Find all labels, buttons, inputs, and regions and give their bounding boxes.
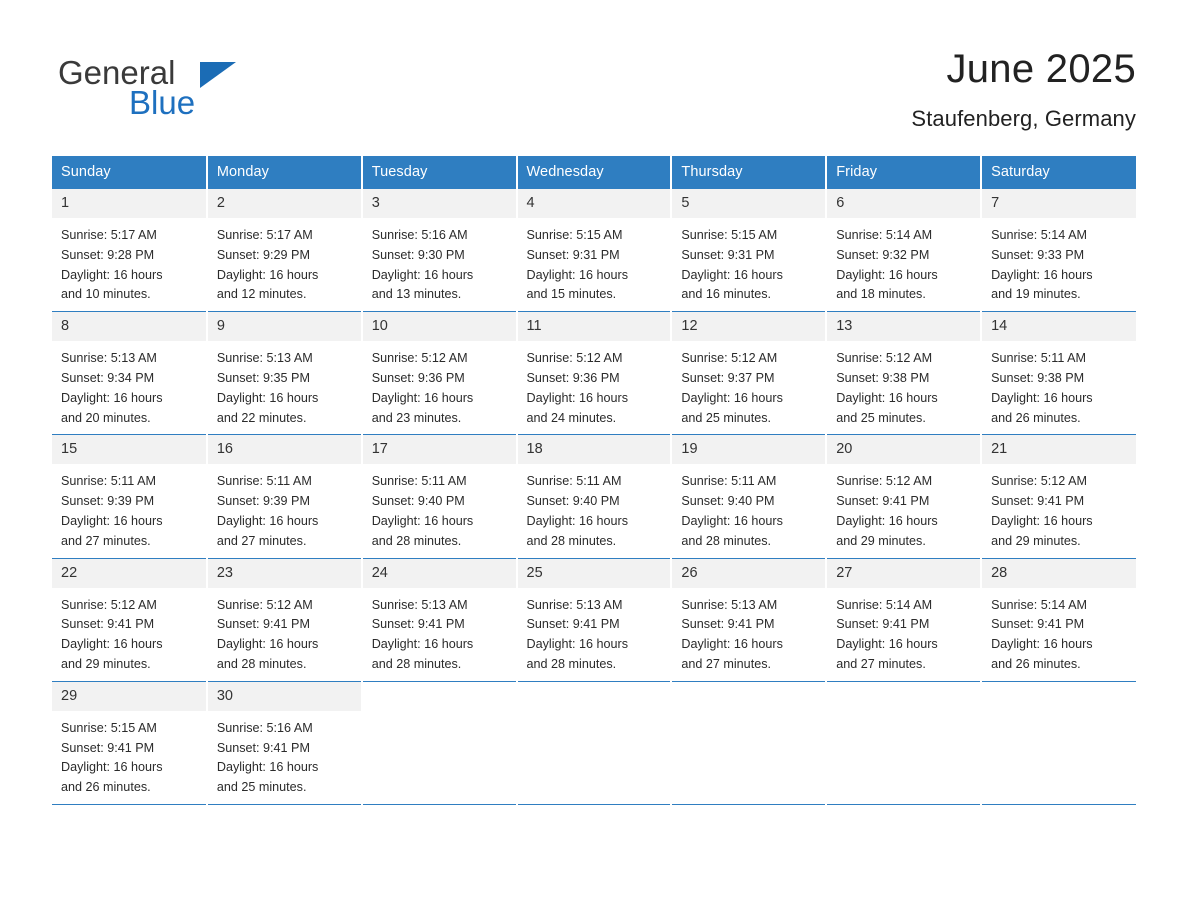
- day-details: [982, 464, 1136, 557]
- daylight-text-line2: and 12 minutes.: [216, 287, 307, 302]
- day-number: 5: [672, 189, 825, 218]
- day-cell[interactable]: [52, 312, 207, 435]
- daylight-text-line1: Daylight: 16 hours: [991, 513, 1093, 528]
- calendar-week-row: [52, 435, 1136, 558]
- day-details: [208, 588, 361, 681]
- sunset-text: Sunset: 9:40 PM: [371, 494, 465, 509]
- sunset-text: Sunset: 9:31 PM: [681, 247, 775, 262]
- daylight-text-line2: and 20 minutes.: [61, 410, 151, 425]
- daylight-text-line1: Daylight: 16 hours: [216, 390, 319, 405]
- day-number: 25: [518, 559, 671, 588]
- day-cell[interactable]: [517, 189, 672, 312]
- day-number: 2: [208, 189, 361, 218]
- day-number: 19: [672, 435, 825, 464]
- sunrise-text: Sunrise: 5:13 AM: [371, 597, 468, 612]
- day-number: [982, 682, 1136, 710]
- sunset-text: Sunset: 9:41 PM: [681, 617, 775, 632]
- location-subtitle: Staufenberg, Germany: [911, 106, 1136, 131]
- daylight-text-line1: Daylight: 16 hours: [371, 637, 474, 652]
- daylight-text-line1: Daylight: 16 hours: [526, 267, 629, 282]
- daylight-text-line1: Daylight: 16 hours: [836, 637, 938, 652]
- sunrise-text: Sunrise: 5:12 AM: [836, 351, 933, 366]
- daylight-text-line1: Daylight: 16 hours: [681, 390, 783, 405]
- day-cell[interactable]: [362, 189, 517, 312]
- sunrise-text: Sunrise: 5:14 AM: [836, 597, 933, 612]
- page-header: [0, 0, 1188, 132]
- sunrise-text: Sunrise: 5:11 AM: [371, 474, 467, 489]
- daylight-text-line2: and 25 minutes.: [681, 410, 771, 425]
- day-cell[interactable]: [207, 189, 362, 312]
- sunrise-text: Sunrise: 5:17 AM: [61, 228, 157, 242]
- daylight-text-line1: Daylight: 16 hours: [991, 267, 1093, 282]
- day-cell[interactable]: [826, 558, 981, 681]
- sunrise-text: Sunrise: 5:12 AM: [371, 351, 468, 366]
- weekday-header-sunday: Sunday: [52, 156, 207, 189]
- daylight-text-line2: and 28 minutes.: [371, 533, 462, 548]
- day-details: [827, 464, 980, 557]
- weekday-header-tuesday: Tuesday: [362, 156, 517, 189]
- sunset-text: Sunset: 9:36 PM: [526, 370, 620, 385]
- day-number: 26: [672, 559, 825, 588]
- day-details: [518, 218, 671, 311]
- daylight-text-line2: and 27 minutes.: [61, 533, 151, 548]
- calendar-week-row: [52, 312, 1136, 435]
- daylight-text-line2: and 23 minutes.: [371, 410, 462, 425]
- daylight-text-line2: and 28 minutes.: [526, 656, 617, 671]
- day-cell[interactable]: [826, 189, 981, 312]
- day-details: [982, 218, 1136, 311]
- day-details: [208, 218, 361, 311]
- weekday-header-thursday: Thursday: [671, 156, 826, 189]
- day-number: 17: [363, 435, 516, 464]
- sunset-text: Sunset: 9:40 PM: [681, 494, 775, 509]
- sunset-text: Sunset: 9:39 PM: [216, 494, 310, 509]
- sunset-text: Sunset: 9:41 PM: [991, 494, 1085, 509]
- day-details: [208, 341, 361, 434]
- sunset-text: Sunset: 9:41 PM: [216, 740, 310, 755]
- day-number: 3: [363, 189, 516, 218]
- daylight-text-line2: and 28 minutes.: [371, 656, 462, 671]
- daylight-text-line1: Daylight: 16 hours: [836, 267, 938, 282]
- daylight-text-line1: Daylight: 16 hours: [991, 637, 1093, 652]
- daylight-text-line1: Daylight: 16 hours: [836, 390, 938, 405]
- day-cell[interactable]: [362, 435, 517, 558]
- day-details: [672, 464, 825, 557]
- day-cell[interactable]: [207, 558, 362, 681]
- sunset-text: Sunset: 9:41 PM: [61, 617, 155, 632]
- day-cell[interactable]: [671, 312, 826, 435]
- day-details: [827, 218, 980, 311]
- day-cell[interactable]: [207, 312, 362, 435]
- day-cell[interactable]: [52, 558, 207, 681]
- day-details: [518, 588, 671, 681]
- sunrise-text: Sunrise: 5:11 AM: [681, 474, 777, 489]
- day-cell[interactable]: [981, 312, 1136, 435]
- sunrise-text: Sunrise: 5:14 AM: [836, 228, 933, 242]
- day-number: 20: [827, 435, 980, 464]
- sunset-text: Sunset: 9:30 PM: [371, 247, 465, 262]
- daylight-text-line2: and 28 minutes.: [526, 533, 617, 548]
- sunrise-text: Sunrise: 5:11 AM: [991, 351, 1087, 366]
- day-cell[interactable]: [826, 435, 981, 558]
- sunset-text: Sunset: 9:37 PM: [681, 370, 775, 385]
- day-cell[interactable]: [362, 312, 517, 435]
- day-details: [827, 588, 980, 681]
- day-details: [208, 711, 361, 804]
- daylight-text-line1: Daylight: 16 hours: [216, 637, 319, 652]
- day-number: 30: [208, 682, 361, 711]
- daylight-text-line1: Daylight: 16 hours: [216, 760, 319, 775]
- daylight-text-line1: Daylight: 16 hours: [526, 637, 629, 652]
- daylight-text-line2: and 22 minutes.: [216, 410, 307, 425]
- day-number: 22: [52, 559, 206, 588]
- daylight-text-line2: and 29 minutes.: [836, 533, 926, 548]
- day-details: [52, 464, 206, 557]
- day-number: 29: [52, 682, 206, 711]
- daylight-text-line2: and 24 minutes.: [526, 410, 617, 425]
- weekday-header-wednesday: Wednesday: [517, 156, 672, 189]
- sunrise-text: Sunrise: 5:12 AM: [61, 597, 157, 612]
- day-cell-empty: [981, 681, 1136, 804]
- brand-logo[interactable]: [52, 46, 312, 121]
- calendar-body: [52, 189, 1136, 804]
- day-details: [518, 464, 671, 557]
- daylight-text-line1: Daylight: 16 hours: [836, 513, 938, 528]
- sunrise-text: Sunrise: 5:14 AM: [991, 597, 1087, 612]
- brand-name-general: General: [58, 54, 176, 91]
- day-number: 8: [52, 312, 206, 341]
- sunrise-text: Sunrise: 5:17 AM: [216, 228, 313, 242]
- day-number: [672, 682, 825, 710]
- daylight-text-line2: and 27 minutes.: [216, 533, 307, 548]
- daylight-text-line2: and 26 minutes.: [61, 780, 151, 795]
- title-block: [911, 46, 1136, 132]
- sunset-text: Sunset: 9:41 PM: [836, 617, 930, 632]
- daylight-text-line1: Daylight: 16 hours: [216, 267, 319, 282]
- day-number: 12: [672, 312, 825, 341]
- day-cell-empty: [517, 681, 672, 804]
- day-cell[interactable]: [517, 312, 672, 435]
- sunrise-text: Sunrise: 5:12 AM: [216, 597, 313, 612]
- sunset-text: Sunset: 9:34 PM: [61, 370, 155, 385]
- sunset-text: Sunset: 9:41 PM: [371, 617, 465, 632]
- sunset-text: Sunset: 9:29 PM: [216, 247, 310, 262]
- calendar-table: [52, 156, 1136, 805]
- day-number: [363, 682, 516, 710]
- sunrise-text: Sunrise: 5:15 AM: [61, 720, 157, 735]
- day-number: 14: [982, 312, 1136, 341]
- day-cell[interactable]: [52, 681, 207, 804]
- day-details: [208, 464, 361, 557]
- daylight-text-line1: Daylight: 16 hours: [216, 513, 319, 528]
- day-number: 6: [827, 189, 980, 218]
- daylight-text-line1: Daylight: 16 hours: [681, 637, 783, 652]
- day-details: [363, 464, 516, 557]
- day-number: [518, 682, 671, 710]
- sunset-text: Sunset: 9:33 PM: [991, 247, 1085, 262]
- sunrise-text: Sunrise: 5:16 AM: [371, 228, 468, 242]
- sunset-text: Sunset: 9:41 PM: [991, 617, 1085, 632]
- sunset-text: Sunset: 9:38 PM: [991, 370, 1085, 385]
- daylight-text-line2: and 25 minutes.: [836, 410, 926, 425]
- daylight-text-line2: and 29 minutes.: [61, 656, 151, 671]
- daylight-text-line1: Daylight: 16 hours: [61, 760, 163, 775]
- day-cell[interactable]: [517, 435, 672, 558]
- day-cell[interactable]: [207, 681, 362, 804]
- sunrise-text: Sunrise: 5:12 AM: [681, 351, 778, 366]
- day-cell[interactable]: [207, 435, 362, 558]
- daylight-text-line1: Daylight: 16 hours: [61, 390, 163, 405]
- sunrise-text: Sunrise: 5:11 AM: [526, 474, 622, 489]
- daylight-text-line2: and 15 minutes.: [526, 287, 617, 302]
- day-details: [982, 588, 1136, 681]
- day-number: 4: [518, 189, 671, 218]
- sunrise-text: Sunrise: 5:15 AM: [526, 228, 623, 242]
- day-details: [672, 218, 825, 311]
- day-cell[interactable]: [671, 558, 826, 681]
- day-number: 23: [208, 559, 361, 588]
- day-cell[interactable]: [981, 558, 1136, 681]
- calendar-week-row: [52, 681, 1136, 804]
- daylight-text-line2: and 29 minutes.: [991, 533, 1081, 548]
- day-details: [672, 341, 825, 434]
- sunrise-text: Sunrise: 5:13 AM: [681, 597, 778, 612]
- sunset-text: Sunset: 9:41 PM: [216, 617, 310, 632]
- sunrise-text: Sunrise: 5:13 AM: [526, 597, 623, 612]
- sunrise-text: Sunrise: 5:12 AM: [836, 474, 933, 489]
- daylight-text-line1: Daylight: 16 hours: [681, 513, 783, 528]
- day-number: 9: [208, 312, 361, 341]
- day-details: [982, 341, 1136, 434]
- daylight-text-line2: and 19 minutes.: [991, 287, 1081, 302]
- day-number: 15: [52, 435, 206, 464]
- sunset-text: Sunset: 9:38 PM: [836, 370, 930, 385]
- day-cell[interactable]: [52, 435, 207, 558]
- sunset-text: Sunset: 9:41 PM: [526, 617, 620, 632]
- day-number: 24: [363, 559, 516, 588]
- day-details: [672, 588, 825, 681]
- calendar-header-row: [52, 156, 1136, 189]
- daylight-text-line2: and 27 minutes.: [681, 656, 771, 671]
- day-cell[interactable]: [981, 435, 1136, 558]
- day-cell[interactable]: [671, 435, 826, 558]
- day-details: [52, 218, 206, 311]
- day-number: 21: [982, 435, 1136, 464]
- day-details: [52, 711, 206, 804]
- day-cell[interactable]: [517, 558, 672, 681]
- daylight-text-line2: and 28 minutes.: [681, 533, 771, 548]
- sunrise-text: Sunrise: 5:12 AM: [991, 474, 1087, 489]
- daylight-text-line2: and 27 minutes.: [836, 656, 926, 671]
- day-number: 27: [827, 559, 980, 588]
- day-number: 11: [518, 312, 671, 341]
- sunset-text: Sunset: 9:36 PM: [371, 370, 465, 385]
- day-number: [827, 682, 980, 710]
- daylight-text-line1: Daylight: 16 hours: [526, 513, 629, 528]
- daylight-text-line1: Daylight: 16 hours: [61, 267, 163, 282]
- sunrise-text: Sunrise: 5:11 AM: [216, 474, 312, 489]
- sunrise-text: Sunrise: 5:16 AM: [216, 720, 313, 735]
- sunrise-text: Sunrise: 5:14 AM: [991, 228, 1087, 242]
- sunrise-text: Sunrise: 5:15 AM: [681, 228, 778, 242]
- daylight-text-line2: and 28 minutes.: [216, 656, 307, 671]
- daylight-text-line1: Daylight: 16 hours: [371, 267, 474, 282]
- sunset-text: Sunset: 9:39 PM: [61, 494, 155, 509]
- day-cell[interactable]: [362, 558, 517, 681]
- daylight-text-line1: Daylight: 16 hours: [61, 637, 163, 652]
- day-number: 18: [518, 435, 671, 464]
- weekday-header-friday: Friday: [826, 156, 981, 189]
- daylight-text-line2: and 25 minutes.: [216, 780, 307, 795]
- calendar-week-row: [52, 558, 1136, 681]
- daylight-text-line2: and 26 minutes.: [991, 656, 1081, 671]
- daylight-text-line1: Daylight: 16 hours: [61, 513, 163, 528]
- day-cell[interactable]: [826, 312, 981, 435]
- sunset-text: Sunset: 9:31 PM: [526, 247, 620, 262]
- day-cell[interactable]: [52, 189, 207, 312]
- daylight-text-line2: and 13 minutes.: [371, 287, 462, 302]
- day-cell-empty: [671, 681, 826, 804]
- daylight-text-line1: Daylight: 16 hours: [371, 390, 474, 405]
- sunset-text: Sunset: 9:41 PM: [61, 740, 155, 755]
- sunset-text: Sunset: 9:41 PM: [836, 494, 930, 509]
- day-number: 10: [363, 312, 516, 341]
- daylight-text-line1: Daylight: 16 hours: [526, 390, 629, 405]
- sunrise-text: Sunrise: 5:12 AM: [526, 351, 623, 366]
- day-cell[interactable]: [981, 189, 1136, 312]
- sunset-text: Sunset: 9:28 PM: [61, 247, 155, 262]
- day-details: [363, 218, 516, 311]
- page-title: June 2025: [946, 47, 1136, 91]
- calendar-week-row: [52, 189, 1136, 312]
- day-details: [363, 341, 516, 434]
- brand-name-blue: Blue: [129, 84, 196, 121]
- sunrise-text: Sunrise: 5:13 AM: [61, 351, 157, 366]
- triangle-logo-icon: [200, 62, 236, 88]
- day-number: 16: [208, 435, 361, 464]
- day-details: [52, 588, 206, 681]
- daylight-text-line2: and 18 minutes.: [836, 287, 926, 302]
- daylight-text-line2: and 10 minutes.: [61, 287, 151, 302]
- sunrise-text: Sunrise: 5:13 AM: [216, 351, 313, 366]
- weekday-header-monday: Monday: [207, 156, 362, 189]
- sunset-text: Sunset: 9:40 PM: [526, 494, 620, 509]
- day-cell-empty: [362, 681, 517, 804]
- day-details: [827, 341, 980, 434]
- sunset-text: Sunset: 9:32 PM: [836, 247, 930, 262]
- sunrise-text: Sunrise: 5:11 AM: [61, 474, 156, 489]
- day-details: [518, 341, 671, 434]
- daylight-text-line1: Daylight: 16 hours: [991, 390, 1093, 405]
- day-number: 28: [982, 559, 1136, 588]
- day-cell-empty: [826, 681, 981, 804]
- daylight-text-line1: Daylight: 16 hours: [681, 267, 783, 282]
- weekday-header-saturday: Saturday: [981, 156, 1136, 189]
- day-number: 7: [982, 189, 1136, 218]
- day-number: 1: [52, 189, 206, 218]
- sunset-text: Sunset: 9:35 PM: [216, 370, 310, 385]
- day-details: [363, 588, 516, 681]
- daylight-text-line1: Daylight: 16 hours: [371, 513, 474, 528]
- day-details: [52, 341, 206, 434]
- daylight-text-line2: and 16 minutes.: [681, 287, 771, 302]
- day-cell[interactable]: [671, 189, 826, 312]
- daylight-text-line2: and 26 minutes.: [991, 410, 1081, 425]
- day-number: 13: [827, 312, 980, 341]
